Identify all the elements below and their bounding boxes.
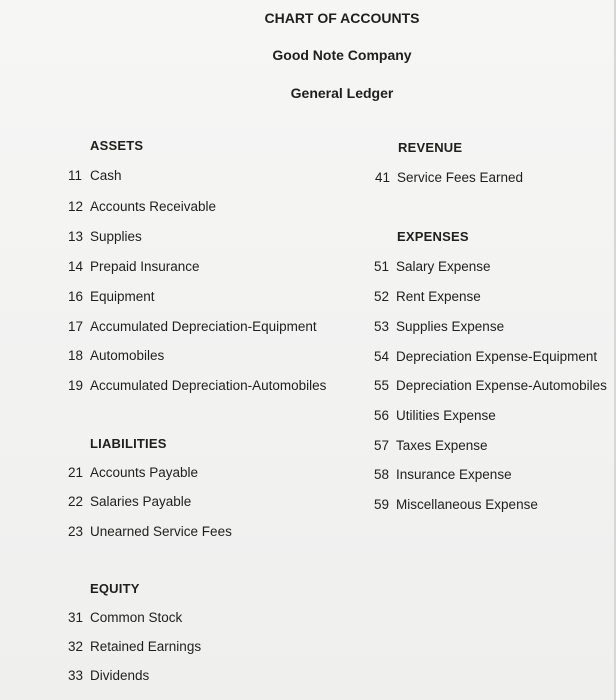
account-row (68, 259, 200, 274)
account-number: 17 (68, 319, 84, 334)
account-name: Supplies Expense (396, 319, 505, 334)
account-name: Salaries Payable (90, 494, 192, 509)
account-name: Accounts Receivable (90, 199, 217, 214)
account-number: 41 (375, 170, 391, 185)
account-name: Salary Expense (396, 259, 491, 274)
account-number: 52 (374, 289, 390, 304)
account-number: 22 (68, 494, 84, 509)
account-row (68, 348, 164, 363)
assets-heading: ASSETS (90, 138, 144, 153)
account-row (68, 378, 326, 393)
account-name: Accounts Payable (90, 465, 199, 480)
account-name: Common Stock (90, 610, 183, 625)
account-number: 32 (68, 639, 84, 654)
account-number: 58 (374, 467, 390, 482)
account-number: 57 (374, 438, 390, 453)
account-number: 21 (68, 465, 84, 480)
account-row (68, 610, 182, 625)
account-row (68, 229, 142, 244)
account-number: 31 (68, 610, 84, 625)
ledger-name: General Ledger (290, 85, 394, 101)
account-row (375, 170, 523, 185)
account-name: Cash (90, 168, 122, 183)
account-number: 12 (68, 199, 84, 214)
account-number: 54 (374, 349, 390, 364)
account-number: 11 (68, 168, 83, 183)
revenue-heading: REVENUE (398, 140, 463, 155)
company-name: Good Note Company (272, 47, 412, 63)
account-row (68, 524, 232, 539)
account-name: Depreciation Expense-Automobiles (396, 378, 607, 393)
account-name: Depreciation Expense-Equipment (396, 349, 598, 364)
account-row (374, 497, 538, 512)
account-name: Insurance Expense (396, 467, 512, 482)
account-name: Equipment (90, 289, 155, 304)
account-number: 51 (374, 259, 390, 274)
account-name: Unearned Service Fees (90, 524, 232, 539)
account-name: Taxes Expense (396, 438, 488, 453)
account-number: 55 (374, 378, 390, 393)
account-number: 33 (68, 668, 84, 683)
expenses-heading: EXPENSES (397, 229, 469, 244)
account-row (374, 408, 496, 423)
account-row (68, 289, 155, 304)
account-row (374, 259, 491, 274)
account-row (68, 199, 216, 214)
account-number: 18 (68, 348, 84, 363)
account-row (68, 668, 149, 683)
account-number: 23 (68, 524, 84, 539)
account-row (68, 319, 317, 334)
account-number: 14 (68, 259, 84, 274)
account-number: 16 (68, 289, 84, 304)
account-number: 53 (374, 319, 390, 334)
account-name: Accumulated Depreciation-Equipment (90, 319, 317, 334)
account-row (374, 378, 607, 393)
account-row (68, 465, 198, 480)
chart-title: CHART OF ACCOUNTS (264, 10, 420, 26)
account-name: Prepaid Insurance (90, 259, 200, 274)
account-number: 56 (374, 408, 390, 423)
account-row (374, 349, 597, 364)
account-name: Service Fees Earned (397, 170, 524, 185)
account-name: Accumulated Depreciation-Automobiles (90, 378, 327, 393)
account-row (68, 168, 122, 183)
account-name: Dividends (90, 668, 150, 683)
account-name: Supplies (90, 229, 142, 244)
account-row (374, 438, 488, 453)
account-row (68, 639, 201, 654)
account-name: Utilities Expense (396, 408, 496, 423)
account-row (68, 494, 191, 509)
account-name: Retained Earnings (90, 639, 202, 654)
account-row (374, 319, 504, 334)
account-row (374, 289, 481, 304)
account-row (374, 467, 512, 482)
account-number: 13 (68, 229, 84, 244)
account-name: Rent Expense (396, 289, 481, 304)
liabilities-heading: LIABILITIES (90, 436, 167, 451)
account-number: 19 (68, 378, 84, 393)
account-name: Automobiles (90, 348, 165, 363)
account-name: Miscellaneous Expense (396, 497, 538, 512)
account-number: 59 (374, 497, 390, 512)
equity-heading: EQUITY (90, 581, 140, 596)
